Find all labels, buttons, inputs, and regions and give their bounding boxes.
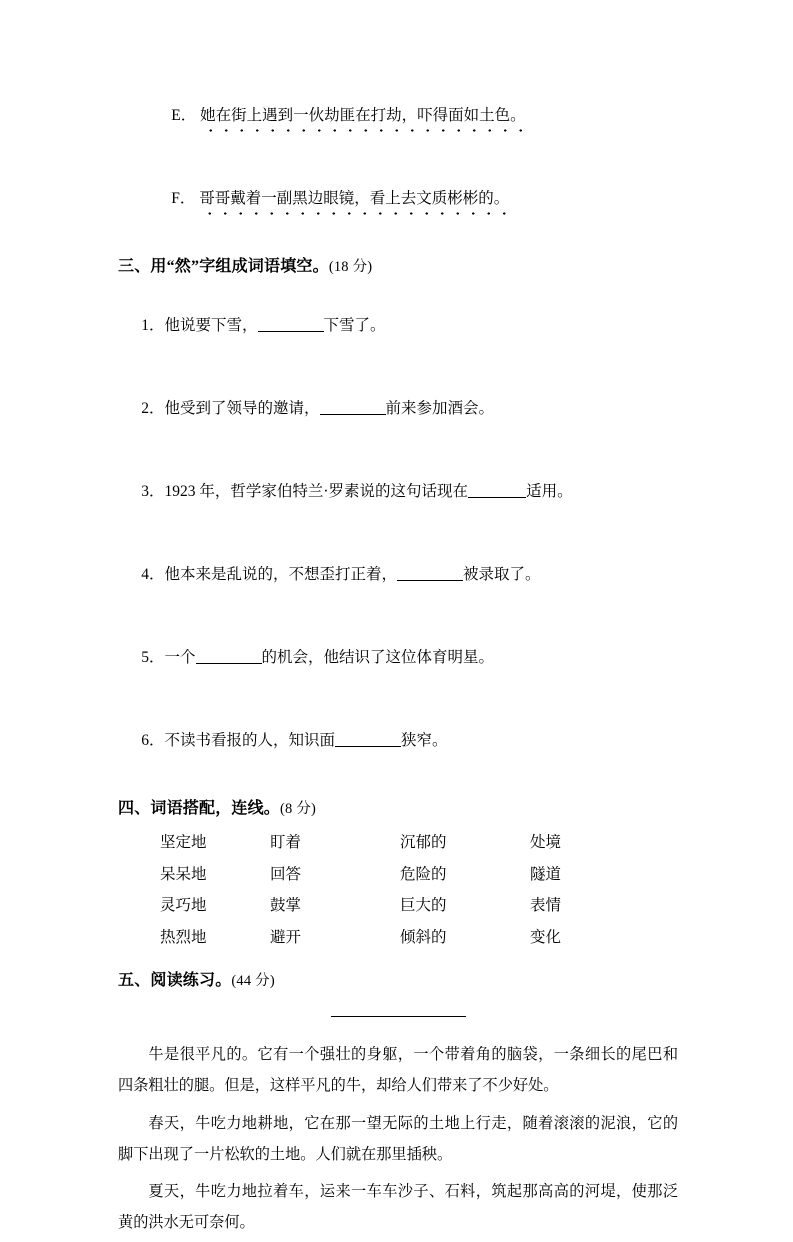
question-3-6	[118, 705, 678, 777]
question-number: 3．	[141, 483, 165, 501]
question-text-before: 1923 年，哲学家伯特兰·罗素说的这句话现在	[164, 483, 469, 501]
item-label-e: E	[171, 107, 181, 125]
match-cell[interactable]: 鼓掌	[270, 897, 302, 915]
passage-paragraph-3: 夏天，牛吃力地拉着车，运来一车车沙子、石料，筑起那高高的河堤，使那泛黄的洪水无可奈何。	[118, 1181, 678, 1232]
question-text-before: 一个	[164, 649, 196, 667]
section-heading-5	[118, 967, 678, 990]
answer-blank[interactable]	[335, 731, 401, 748]
match-cell[interactable]: 隧道	[530, 865, 562, 883]
match-cell[interactable]: 表情	[530, 897, 562, 915]
question-text-after: 的机会，他结识了这位体育明星。	[261, 649, 495, 667]
answer-blank[interactable]	[258, 316, 324, 333]
match-cell[interactable]: 灵巧地	[160, 897, 207, 915]
section-5-title: 五、阅读练习。	[118, 972, 232, 990]
question-3-5	[118, 622, 678, 694]
question-number: 5．	[141, 649, 165, 667]
answer-blank[interactable]	[397, 565, 463, 582]
match-cell[interactable]: 危险的	[400, 865, 447, 883]
answer-blank[interactable]	[468, 482, 526, 499]
question-text-after: 适用。	[526, 483, 573, 501]
match-cell[interactable]: 处境	[530, 834, 562, 852]
question-3-1	[118, 290, 678, 362]
question-text-after: 被录取了。	[463, 566, 541, 584]
answer-blank[interactable]	[196, 648, 262, 665]
question-number: 6．	[141, 732, 165, 750]
match-cell[interactable]: 热烈地	[160, 928, 207, 946]
question-number: 2．	[141, 400, 165, 418]
question-text-after: 下雪了。	[323, 317, 386, 335]
question-text-before: 他本来是乱说的，不想歪打正着，	[164, 566, 398, 584]
question-text-after: 狭窄。	[401, 732, 448, 750]
item-label-f: F	[171, 190, 180, 208]
section-3-title: 三、用“然”字组成词语填空。	[118, 258, 329, 276]
question-text-before: 他受到了领导的邀请，	[164, 400, 320, 418]
match-cell[interactable]: 呆呆地	[160, 865, 207, 883]
match-cell[interactable]: 沉郁的	[400, 834, 447, 852]
section-5-points: (44 分)	[231, 973, 275, 990]
match-cell[interactable]: 回答	[270, 865, 302, 883]
question-3-4	[118, 539, 678, 611]
list-item-e: E． 她在街上遇到一伙劫匪在打劫，吓得面如土色。	[118, 80, 678, 152]
passage-paragraph-2: 春天，牛吃力地耕地，它在那一望无际的土地上行走，随着滚滚的泥浪，它的脚下出现了一片松软的土地。人们就在那里插秧。	[118, 1113, 678, 1163]
section-4-title: 四、词语搭配，连线。	[118, 800, 281, 818]
match-cell[interactable]: 盯着	[270, 834, 302, 852]
page-content	[118, 80, 678, 1242]
list-item-f: F． 哥哥戴着一副黑边眼镜，看上去文质彬彬的。	[118, 163, 678, 235]
section-heading-4	[118, 795, 678, 818]
item-text-f: 哥哥戴着一副黑边眼镜，看上去文质彬彬的。	[199, 187, 509, 211]
section-4-points: (8 分)	[280, 801, 317, 818]
section-heading-3	[118, 253, 678, 276]
question-text-before: 他说要下雪，	[164, 317, 258, 335]
match-cell[interactable]: 坚定地	[160, 834, 207, 852]
section-3-points: (18 分)	[328, 259, 373, 276]
match-cell[interactable]: 变化	[530, 928, 562, 946]
question-text-after: 前来参加酒会。	[385, 400, 495, 418]
passage-paragraph-1: 牛是很平凡的。它有一个强壮的身躯，一个带着角的脑袋，一条细长的尾巴和四条粗壮的腿。但是，这样平凡的牛，却给人们带来了不少好处。	[118, 1045, 678, 1095]
item-text-e: 她在街上遇到一伙劫匪在打劫，吓得面如土色。	[200, 104, 526, 128]
question-3-2	[118, 373, 678, 445]
match-cell[interactable]: 倾斜的	[400, 928, 447, 946]
match-cell[interactable]: 巨大的	[400, 897, 447, 915]
question-text-before: 不读书看报的人，知识面	[164, 732, 336, 750]
question-number: 4．	[141, 566, 165, 584]
passage-title-blank[interactable]	[331, 1016, 466, 1017]
answer-blank[interactable]	[320, 399, 386, 416]
match-cell[interactable]: 避开	[270, 928, 302, 946]
word-matching-grid	[160, 832, 678, 949]
question-3-3	[118, 456, 678, 528]
question-number: 1．	[141, 317, 165, 335]
